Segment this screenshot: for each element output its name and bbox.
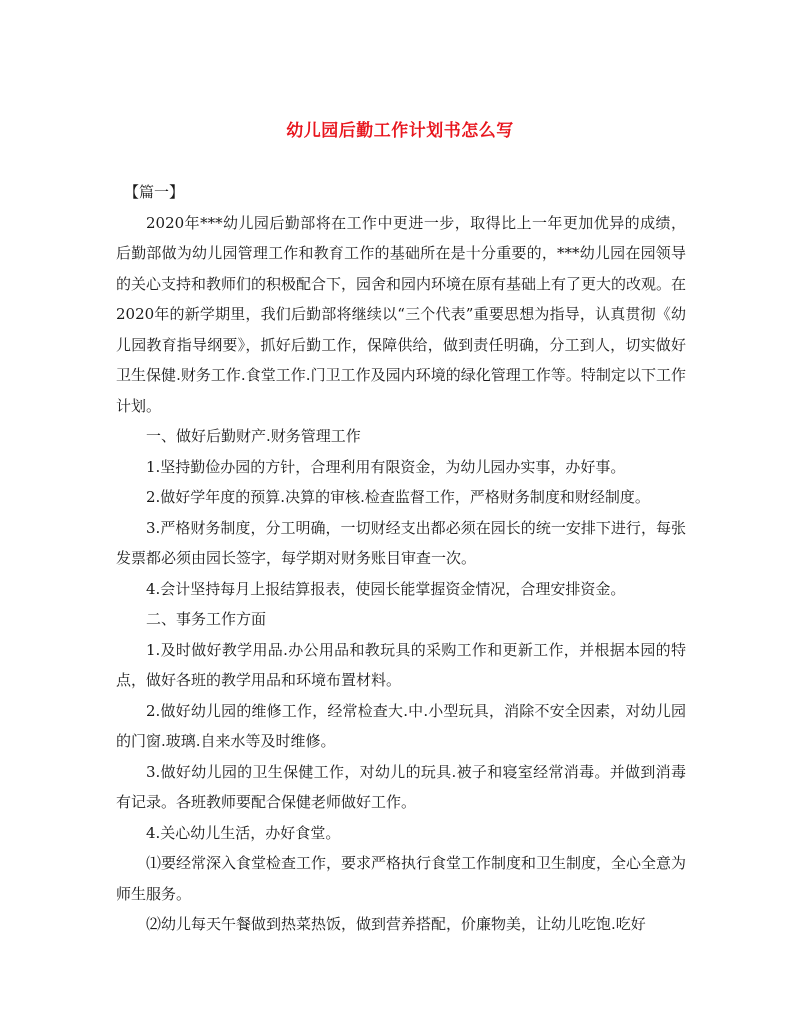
section-label: 【篇一】 (124, 183, 185, 201)
heading-finance: 一、做好后勤财产.财务管理工作 (146, 427, 361, 445)
paragraph-finance-3: 3.严格财务制度，分工明确，一切财经支出都必须在园长的统一安排下进行，每张发票都必须由园长签字，每学期对财务账目审查一次。 (116, 518, 686, 567)
document-body (116, 177, 686, 940)
paragraph-affairs-2: 2.做好幼儿园的维修工作，经常检查大.中.小型玩具，消除不安全因素，对幼儿园的门窗.玻璃.自来水等及时维修。 (116, 701, 686, 750)
heading-affairs: 二、事务工作方面 (146, 610, 267, 628)
paragraph-affairs-3: 3.做好幼儿园的卫生保健工作，对幼儿的玩具.被子和寝室经常消毒。并做到消毒有记录。各班教师要配合保健老师做好工作。 (116, 762, 686, 811)
paragraph-finance-4: 4.会计坚持每月上报结算报表，使园长能掌握资金情况，合理安排资金。 (146, 579, 626, 598)
paragraph-finance-1: 1.坚持勤俭办园的方针，合理利用有限资金，为幼儿园办实事，办好事。 (146, 457, 626, 476)
paragraph-intro: 2020年***幼儿园后勤部将在工作中更进一步，取得比上一年更加优异的成绩，后勤部做为幼儿园管理工作和教育工作的基础所在是十分重要的，***幼儿园在园领导的关心支持和教师们的积极配合下，园舍和园内环境在原有基础上有了更大的改观。在2020年的新学期里，我们后勤部将继续以“三个代表”重要思想为指导，认真贯彻《幼儿园教育指导纲要》，抓好后勤工作，保障供给，做到责任明确，分工到人，切实做好卫生保健.财务工作.食堂工作.门卫工作及园内环境的绿化管理工作等。特制定以下工作计划。 (116, 213, 687, 415)
paragraph-canteen-1: ⑴要经常深入食堂检查工作，要求严格执行食堂工作制度和卫生制度，全心全意为师生服务。 (116, 854, 687, 903)
paragraph-canteen-2: ⑵幼儿每天午餐做到热菜热饭，做到营养搭配，价廉物美，让幼儿吃饱.吃好 (146, 915, 646, 933)
document-title: 幼儿园后勤工作计划书怎么写 (286, 121, 514, 141)
paragraph-finance-2: 2.做好学年度的预算.决算的审核.检查监督工作，严格财务制度和财经制度。 (146, 488, 650, 506)
paragraph-affairs-4: 4.关心幼儿生活，办好食堂。 (146, 823, 341, 842)
paragraph-affairs-1: 1.及时做好教学用品.办公用品和教玩具的采购工作和更新工作，并根据本园的特点，做好各班的教学用品和环境布置材料。 (116, 640, 686, 689)
